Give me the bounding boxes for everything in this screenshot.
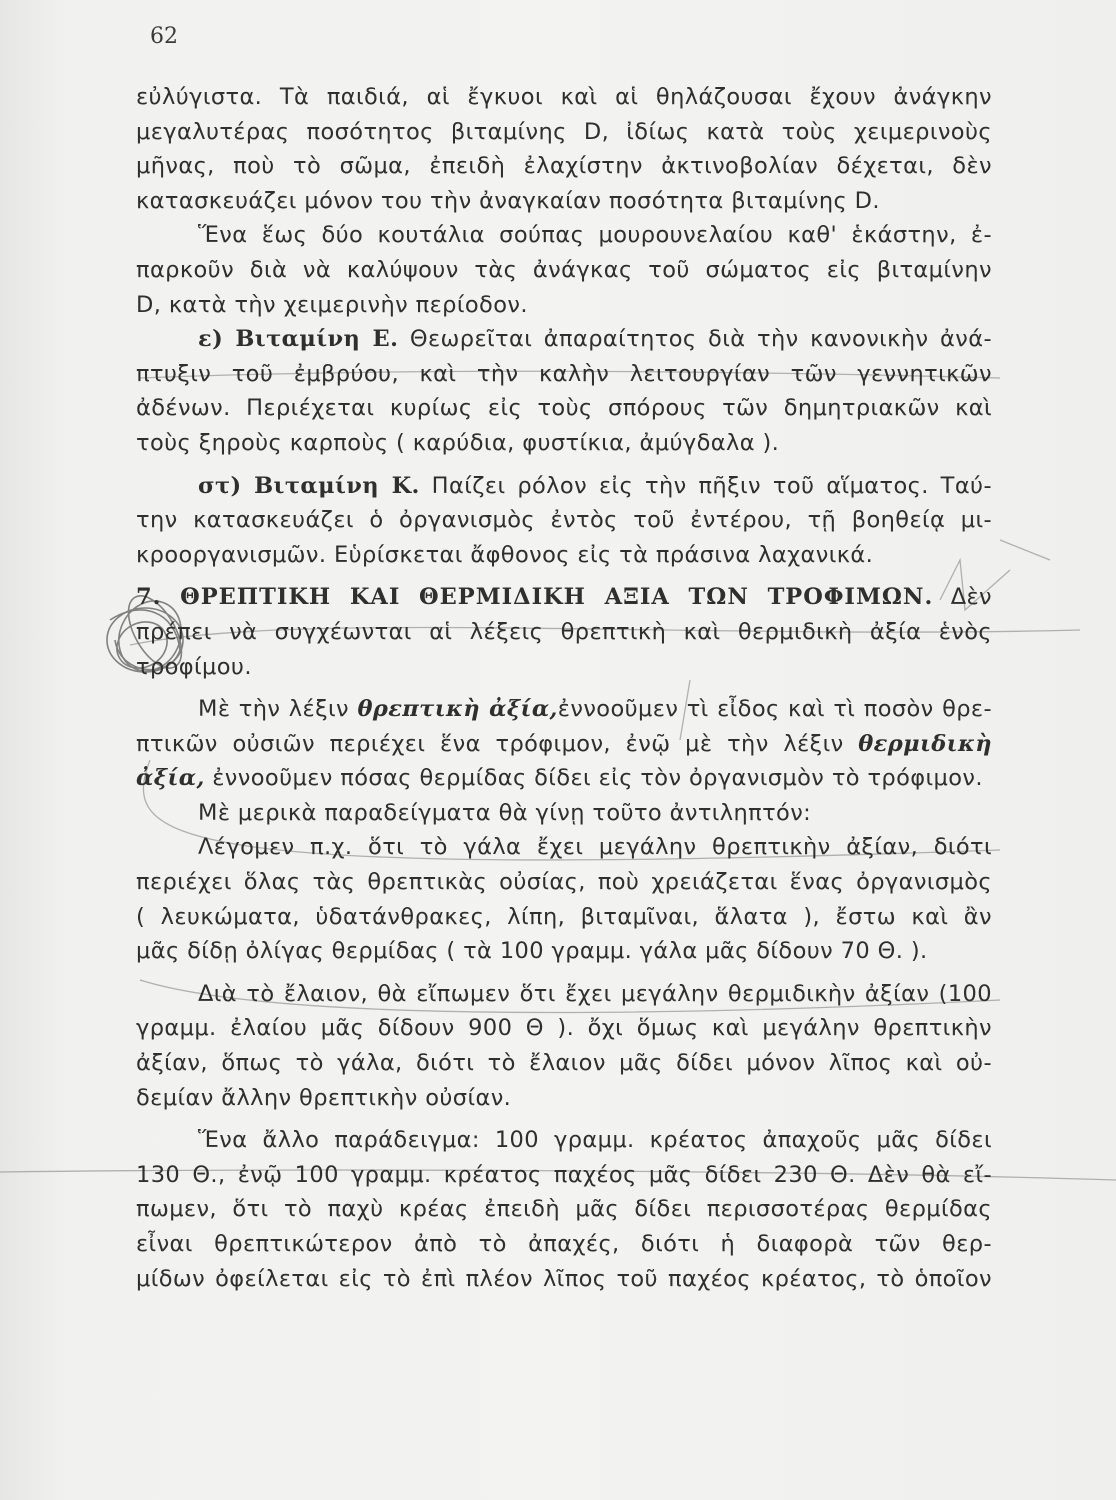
term-nutritional-value: θρεπτικὴ ἀξία,	[357, 696, 558, 723]
text-line: Λέγομεν π.χ. ὅτι τὸ γάλα ἔχει μεγάλην θρεπτικὴν ἀξίαν, διότι	[198, 834, 992, 861]
text-line: Ἕνα ἄλλο παράδειγμα: 100 γραμμ. κρέατος ἀπαχοῦς μᾶς δίδει	[198, 1127, 992, 1154]
text-line: 130 Θ., ἐνῷ 100 γραμμ. κρέατος παχέος μᾶς δίδει 230 Θ. Δὲν θὰ εἴ-	[136, 1161, 992, 1188]
text-line: πρέπει νὰ συγχέωνται αἱ λέξεις θρεπτικὴ καὶ θερμιδικὴ ἀξία ἑνὸς	[136, 618, 992, 645]
definition-line	[136, 761, 992, 796]
text-span: Μὲ τὴν λέξιν	[198, 696, 358, 723]
term-caloric-value-cont: ἀξία,	[136, 765, 205, 792]
text-line: μεγαλυτέρας ποσότητος βιταμίνης D, ἰδίως κατὰ τοὺς χειμερινοὺς	[136, 118, 992, 145]
vitamin-e-heading-line	[136, 322, 992, 357]
text-line: Ἕνα ἕως δύο κουτάλια σούπας μουρουνελαίου καθ' ἑκάστην, ἐ-	[198, 222, 992, 249]
text-line: κατασκευάζει μόνον του τὴν ἀναγκαίαν ποσότητα βιταμίνης D.	[136, 187, 880, 214]
definition-line	[136, 692, 992, 727]
text-line: γραμμ. ἐλαίου μᾶς δίδουν 900 Θ ). ὄχι ὅμως καὶ μεγάλην θρεπτικὴν	[136, 1015, 992, 1042]
text-span: Δὲν	[933, 584, 993, 611]
definition-line	[136, 727, 992, 762]
text-line: τοὺς ξηροὺς καρποὺς ( καρύδια, φυστίκια, ἀμύγδαλα ).	[136, 429, 780, 456]
term-caloric-value: θερμιδικὴ	[858, 730, 992, 757]
text-line: παρκοῦν διὰ νὰ καλύψουν τὰς ἀνάγκας τοῦ σώματος εἰς βιταμίνην	[136, 256, 992, 283]
text-line: περιέχει ὅλας τὰς θρεπτικὰς οὐσίας, ποὺ χρειάζεται ἕνας ὀργανισμὸς	[136, 869, 992, 896]
text-span: πτικῶν οὐσιῶν περιέχει ἕνα τρόφιμον, ἐνῷ μὲ τὴν λέξιν	[136, 730, 859, 757]
text-span: ἐννοοῦμεν πόσας θερμίδας δίδει εἰς τὸν ὀργανισμὸν τὸ τρόφιμον.	[204, 765, 983, 792]
text-line: ἀξίαν, ὅπως τὸ γάλα, διότι τὸ ἔλαιον μᾶς δίδει μόνον λῖπος καὶ οὐ-	[136, 1050, 992, 1077]
text-line: εἶναι θρεπτικώτερον ἀπὸ τὸ ἀπαχές, διότι ἡ διαφορὰ τῶν θερ-	[136, 1231, 992, 1257]
text-line: Διὰ τὸ ἔλαιον, θὰ εἴπωμεν ὅτι ἔχει μεγάλην θερμιδικὴν ἀξίαν (100	[198, 980, 992, 1007]
page-text	[136, 80, 992, 1296]
text-line: πτυξιν τοῦ ἐμβρύου, καὶ τὴν καλὴν λειτουργίαν τῶν γεννητικῶν	[136, 360, 992, 387]
text-line: μίδων ὀφείλεται εἰς τὸ ἐπὶ πλέον λῖπος τοῦ παχέος κρέατος, τὸ ὁποῖον	[136, 1265, 992, 1292]
vitamin-e-label: ε) Βιταμίνη Ε.	[198, 326, 399, 353]
vitamin-k-heading-line	[136, 469, 992, 504]
page-number: 62	[150, 24, 178, 49]
text-line: ἀδένων. Περιέχεται κυρίως εἰς τοὺς σπόρους τῶν δημητριακῶν καὶ	[136, 395, 992, 422]
text-line: δεμίαν ἄλλην θρεπτικὴν οὐσίαν.	[136, 1084, 512, 1111]
text-line: D, κατὰ τὴν χειμερινὴν περίοδον.	[136, 291, 528, 318]
text-line: πωμεν, ὅτι τὸ παχὺ κρέας ἐπειδὴ μᾶς δίδει περισσοτέρας θερμίδας	[136, 1196, 992, 1223]
text-line: εὐλύγιστα. Τὰ παιδιά, αἱ ἔγκυοι καὶ αἱ θηλάζουσαι ἔχουν ἀνάγκην	[136, 84, 992, 110]
text-span: ἐννοοῦμεν τὶ εἶδος καὶ τὶ ποσὸν θρε-	[557, 696, 993, 723]
text-line: μῆνας, ποὺ τὸ σῶμα, ἐπειδὴ ἐλαχίστην ἀκτινοβολίαν δέχεται, δὲν	[136, 153, 992, 180]
text-line: τροφίμου.	[136, 653, 252, 680]
text-line: κροοργανισμῶν. Εὑρίσκεται ἄφθονος εἰς τὰ πράσινα λαχανικά.	[136, 541, 874, 568]
text-line: ( λευκώματα, ὑδατάνθρακες, λίπη, βιταμῖναι, ἅλατα ), ἔστω καὶ ἂν	[136, 903, 992, 930]
text-line: Μὲ μερικὰ παραδείγματα θὰ γίνῃ τοῦτο ἀντιληπτόν:	[198, 799, 812, 826]
text-span: Θεωρεῖται ἀπαραίτητος διὰ τὴν κανονικὴν ἀνά-	[398, 326, 992, 353]
vitamin-k-label: στ) Βιταμίνη Κ.	[198, 472, 420, 499]
text-span: Παίζει ρόλον εἰς τὴν πῆξιν τοῦ αἵματος. Ταύ-	[419, 472, 992, 499]
text-line: μᾶς δίδῃ ὀλίγας θερμίδας ( τὰ 100 γραμμ. γάλα μᾶς δίδουν 70 Θ. ).	[136, 938, 928, 965]
section-heading: 7. ΘΡΕΠΤΙΚΗ ΚΑΙ ΘΕΡΜΙΔΙΚΗ ΑΞΙΑ ΤΩΝ ΤΡΟΦΙΜΩΝ.	[136, 584, 934, 611]
section-7-heading-line	[136, 580, 992, 615]
text-line: την κατασκευάζει ὁ ὀργανισμὸς ἐντὸς τοῦ ἐντέρου, τῇ βοηθείᾳ μι-	[136, 507, 992, 534]
